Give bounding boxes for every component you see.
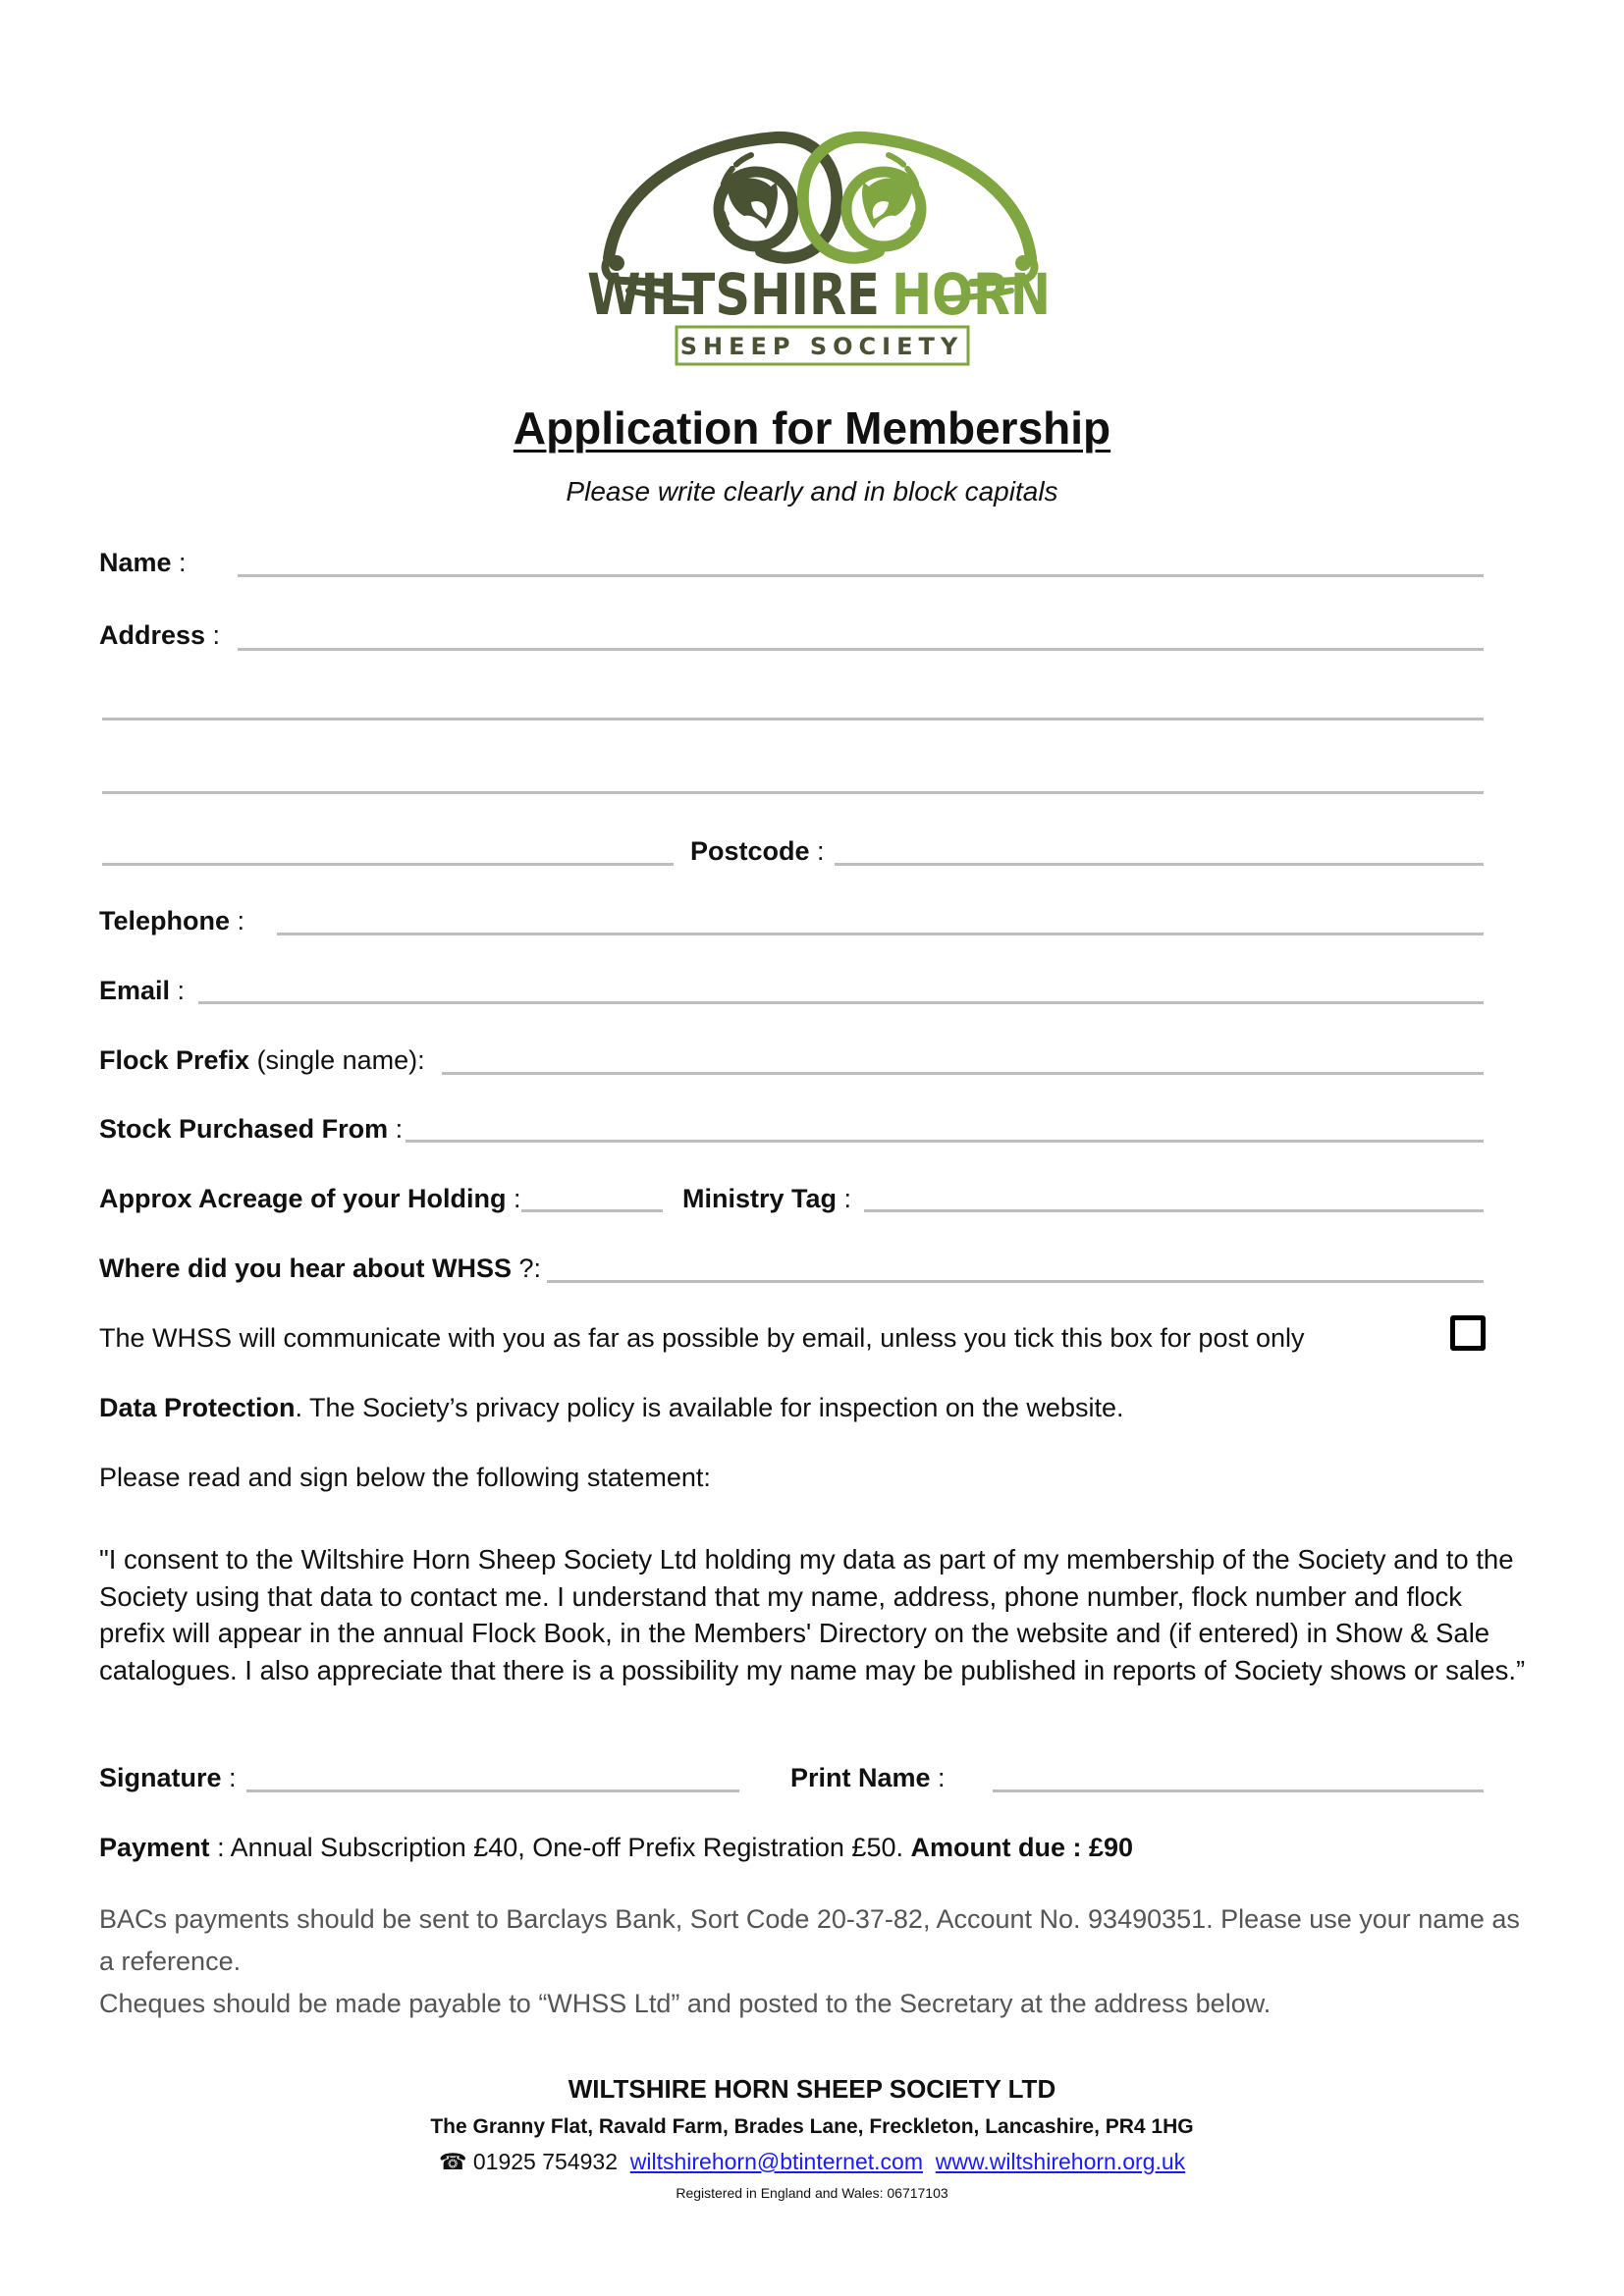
footer-email-link[interactable]: wiltshirehorn@btinternet.com	[629, 2149, 923, 2174]
phone-icon: ☎	[438, 2149, 467, 2174]
flock-prefix-label-text: Flock Prefix	[99, 1045, 250, 1075]
logo-word-wiltshire: WILTSHIRE	[587, 261, 880, 328]
postcode-input-line[interactable]	[835, 863, 1484, 866]
address-line-4-input[interactable]	[102, 863, 674, 866]
acreage-label-sep: :	[506, 1184, 521, 1213]
payment-label: Payment	[99, 1833, 210, 1862]
print-name-label-sep: :	[930, 1763, 946, 1792]
address-label	[99, 618, 220, 652]
cheque-payment-info: Cheques should be made payable to “WHSS Ltd” and posted to the Secretary at the address below.	[99, 1989, 1272, 2018]
data-protection-text: . The Society’s privacy policy is available for inspection on the website.	[295, 1393, 1124, 1422]
page-title-text: Application for Membership	[513, 402, 1111, 454]
statement-intro: Please read and sign below the following statement:	[99, 1463, 711, 1492]
bacs-payment-info: BACs payments should be sent to Barclays Bank, Sort Code 20-37-82, Account No. 93490351. Please use your name as a reference.	[99, 1904, 1520, 1976]
stock-purchased-from-label	[99, 1112, 403, 1146]
name-input-line[interactable]	[238, 574, 1484, 577]
print-name-label-text: Print Name	[790, 1763, 931, 1792]
signature-label	[99, 1761, 237, 1794]
email-label	[99, 974, 185, 1007]
address-label-text: Address	[99, 620, 206, 650]
telephone-label-sep: :	[230, 906, 245, 935]
society-logo	[579, 126, 1060, 371]
print-name-label	[790, 1761, 946, 1794]
footer-phone: 01925 754932	[472, 2149, 618, 2174]
telephone-label	[99, 904, 244, 937]
footer-registration: Registered in England and Wales: 06717103	[676, 2185, 948, 2201]
flock-prefix-note: (single name):	[249, 1045, 425, 1075]
payment-text: : Annual Subscription £40, One-off Prefix Registration £50.	[209, 1833, 911, 1862]
footer-contact	[0, 2147, 1624, 2176]
signature-label-text: Signature	[99, 1763, 222, 1792]
heard-about-label-sep: ?:	[512, 1254, 542, 1283]
name-label	[99, 546, 187, 579]
acreage-input-line[interactable]	[521, 1209, 663, 1212]
name-label-sep: :	[171, 548, 187, 577]
data-protection-notice	[99, 1391, 1123, 1424]
logo-word-horn: HORN	[892, 261, 1051, 328]
postcode-label-sep: :	[809, 836, 825, 866]
address-line-3-input[interactable]	[102, 791, 1484, 794]
address-line-2-input[interactable]	[102, 718, 1484, 721]
email-label-text: Email	[99, 976, 171, 1005]
amount-due: Amount due : £90	[910, 1833, 1134, 1862]
signature-label-sep: :	[221, 1763, 237, 1792]
footer-website-link[interactable]: www.wiltshirehorn.org.uk	[935, 2149, 1186, 2174]
ministry-tag-input-line[interactable]	[864, 1209, 1484, 1212]
stock-purchased-from-label-text: Stock Purchased From	[99, 1114, 389, 1144]
flock-prefix-label	[99, 1043, 425, 1077]
data-protection-label: Data Protection	[99, 1393, 296, 1422]
ministry-tag-label	[682, 1182, 851, 1215]
footer-org-name: WILTSHIRE HORN SHEEP SOCIETY LTD	[568, 2074, 1056, 2104]
address-label-sep: :	[205, 620, 221, 650]
instruction-text: Please write clearly and in block capitals	[566, 476, 1058, 507]
acreage-label	[99, 1182, 521, 1215]
stock-purchased-from-sep: :	[388, 1114, 404, 1144]
postcode-label-text: Postcode	[690, 836, 810, 866]
sheep-heads-logo-icon	[579, 126, 1060, 371]
acreage-label-text: Approx Acreage of your Holding	[99, 1184, 507, 1213]
logo-subtitle: SHEEP SOCIETY	[679, 333, 964, 360]
footer-address: The Granny Flat, Ravald Farm, Brades Lane, Freckleton, Lancashire, PR4 1HG	[430, 2115, 1194, 2138]
payment-info	[99, 1831, 1133, 1864]
telephone-input-line[interactable]	[277, 933, 1484, 935]
post-only-checkbox[interactable]	[1450, 1315, 1486, 1351]
stock-purchased-from-input-line[interactable]	[406, 1140, 1484, 1143]
print-name-input-line[interactable]	[993, 1789, 1484, 1792]
ministry-tag-label-sep: :	[837, 1184, 852, 1213]
email-label-sep: :	[170, 976, 186, 1005]
email-input-line[interactable]	[198, 1001, 1484, 1004]
flock-prefix-input-line[interactable]	[442, 1072, 1484, 1075]
heard-about-label	[99, 1252, 541, 1285]
heard-about-input-line[interactable]	[547, 1280, 1484, 1283]
address-line-1-input[interactable]	[238, 648, 1484, 651]
page-title	[0, 400, 1624, 455]
heard-about-label-text: Where did you hear about WHSS	[99, 1254, 513, 1283]
ministry-tag-label-text: Ministry Tag	[682, 1184, 838, 1213]
signature-input-line[interactable]	[246, 1789, 739, 1792]
name-label-text: Name	[99, 548, 172, 577]
consent-statement: "I consent to the Wiltshire Horn Sheep Society Ltd holding my data as part of my membership of the Society and to the Society using that data to contact me. I understand that my name, address, phone number, flock number and flock prefix will appear in the annual Flock Book, in the Members' Directory on the website and (if entered) in Show & Sale catalogues. I also appreciate that there is a possibility my name may be published in reports of Society shows or sales.”	[99, 1544, 1526, 1685]
telephone-label-text: Telephone	[99, 906, 231, 935]
post-only-text: The WHSS will communicate with you as far as possible by email, unless you tick this box for post only	[99, 1323, 1305, 1353]
postcode-label	[690, 834, 825, 868]
